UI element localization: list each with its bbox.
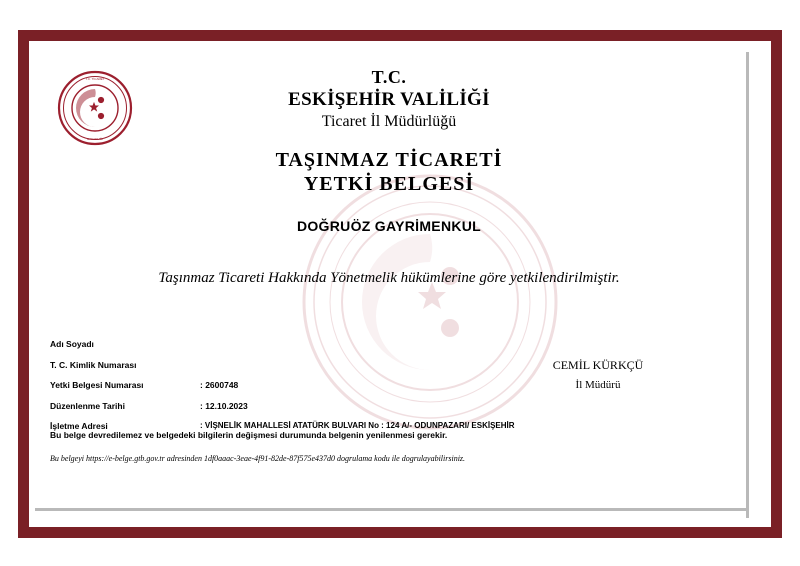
header-line-governorship: ESKİŞEHİR VALİLİĞİ	[288, 89, 490, 110]
field-label-full-name: Adı Soyadı	[50, 339, 94, 349]
authorization-statement: Taşınmaz Ticareti Hakkında Yönetmelik hükümlerine göre yetkilendirilmiştir.	[158, 270, 620, 286]
field-row	[50, 361, 570, 370]
header-line-republic: T.C.	[371, 67, 407, 87]
verification-note: Bu belgeyi https://e-belge.gtb.gov.tr adresinden 1df0aaac-3eae-4f91-82de-87f575e437d0 dogrulama kodu ile dogrulayabilirsiniz.	[50, 454, 466, 463]
signatory-title: İl Müdürü	[575, 379, 621, 391]
certificate-fields	[50, 340, 570, 443]
card-shadow-right	[746, 52, 749, 518]
field-label-national-id: T. C. Kimlik Numarası	[50, 359, 137, 370]
field-label-business-address: İşletme Adresi	[50, 421, 108, 431]
card-shadow-bottom	[35, 508, 749, 511]
field-value-certificate-number: : 2600748	[200, 380, 239, 390]
transfer-note: Bu belge devredilemez ve belgedeki bilgilerin değişmesi durumunda belgenin yenilenmesi gerekir.	[50, 430, 448, 440]
company-name: DOĞRUÖZ GAYRİMENKUL	[296, 218, 482, 234]
field-value-full-name	[200, 340, 570, 349]
header-line-directorate: Ticaret İl Müdürlüğü	[321, 113, 457, 130]
signature-block	[498, 358, 698, 391]
svg-text:BAKANLIĞI: BAKANLIĞI	[87, 137, 103, 141]
field-row	[50, 340, 570, 349]
svg-text:T.C. TİCARET: T.C. TİCARET	[85, 77, 105, 81]
document-title-line2: YETKİ BELGESİ	[303, 173, 475, 195]
field-value-business-address: : VİŞNELİK MAHALLESİ ATATÜRK BULVARI No : 124 A/- ODUNPAZARI/ ESKİŞEHİR	[200, 421, 515, 430]
signatory-name: CEMİL KÜRKÇÜ	[552, 358, 644, 372]
certificate-card	[32, 42, 746, 508]
field-label-issue-date: Düzenlenme Tarihi	[50, 400, 125, 411]
field-label-certificate-number: Yetki Belgesi Numarası	[50, 380, 144, 390]
field-row	[50, 381, 570, 390]
field-value-issue-date: : 12.10.2023	[200, 400, 248, 411]
field-row	[50, 402, 570, 411]
document-title-line1: TAŞINMAZ TİCARETİ	[275, 149, 503, 171]
